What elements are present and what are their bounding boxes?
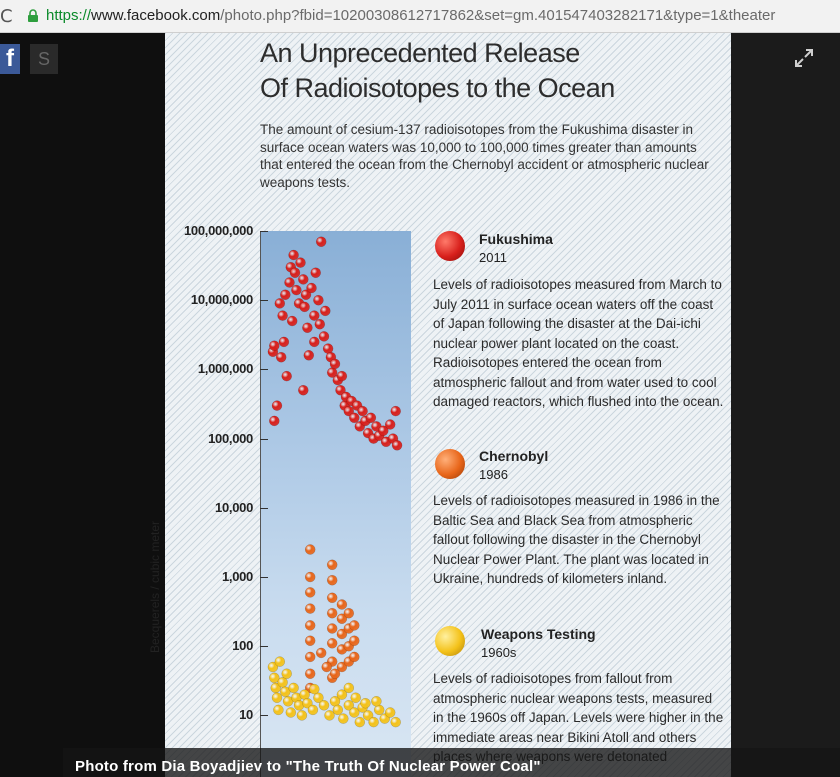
data-point-fukushima bbox=[298, 385, 308, 395]
data-point-fukushima bbox=[385, 420, 395, 430]
url-scheme: https:// bbox=[46, 7, 92, 24]
data-point-chernobyl bbox=[305, 572, 315, 582]
data-point-chernobyl bbox=[330, 669, 340, 679]
data-point-fukushima bbox=[320, 306, 330, 316]
legend-desc-weapons: Levels of radioisotopes from fallout from atmospheric nuclear weapons tests, measured in the 1960s off Japan. Levels were higher in the immediate areas near Bikini Atoll and others bbox=[433, 671, 724, 745]
data-point-fukushima bbox=[311, 268, 321, 278]
data-point-chernobyl bbox=[337, 600, 347, 610]
data-point-fukushima bbox=[296, 258, 306, 268]
y-tick-label: 10 bbox=[239, 707, 253, 723]
data-point-fukushima bbox=[287, 316, 297, 326]
y-axis-label: Becquerels / cubic meter bbox=[148, 520, 162, 653]
y-tick-label: 1,000,000 bbox=[197, 361, 253, 377]
data-point-fukushima bbox=[276, 352, 286, 362]
data-point-fukushima bbox=[279, 337, 289, 347]
legend-year-fukushima: 2011 bbox=[479, 250, 507, 265]
data-point-weapons bbox=[309, 684, 319, 694]
data-point-chernobyl bbox=[305, 604, 315, 614]
legend-dot-chernobyl bbox=[435, 449, 465, 479]
data-point-weapons bbox=[319, 700, 329, 710]
intro-paragraph: The amount of cesium-137 radioisotopes from the Fukushima disaster in surface ocean waters was 10,000 to 100,000 times greater than amounts that entered the ocean from the Chernobyl accident or atmospheric nuclear weapons tests. bbox=[260, 122, 709, 190]
data-point-fukushima bbox=[269, 416, 279, 426]
y-tick-label: 1,000 bbox=[221, 569, 253, 584]
legend-title-chernobyl: Chernobyl bbox=[479, 448, 549, 464]
data-point-fukushima bbox=[290, 268, 300, 278]
data-point-fukushima bbox=[309, 337, 319, 347]
data-point-weapons bbox=[286, 708, 296, 718]
legend-title-fukushima: Fukushima bbox=[479, 231, 553, 247]
title-line-2: Of Radioisotopes to the Ocean bbox=[260, 73, 615, 103]
right-backdrop bbox=[731, 33, 840, 777]
data-point-fukushima bbox=[272, 401, 282, 411]
lock-icon bbox=[26, 9, 40, 23]
data-point-weapons bbox=[360, 698, 370, 708]
legend-desc-chernobyl: Levels of radioisotopes measured in 1986 in the Baltic Sea and Black Sea from atmospheric fallout following the disaster in the Chernobyl Nuclear Power Plant. The plant was located in Ukraine, hundreds of kilometers inland. bbox=[433, 493, 720, 586]
data-point-fukushima bbox=[309, 311, 319, 321]
data-point-chernobyl bbox=[349, 652, 359, 662]
data-point-weapons bbox=[308, 705, 318, 715]
photo-caption[interactable]: Photo from Dia Boyadjiev to "The Truth Of Nuclear Power Coal" bbox=[75, 758, 541, 775]
data-point-fukushima bbox=[391, 406, 401, 416]
data-point-fukushima bbox=[269, 341, 279, 351]
data-point-weapons bbox=[371, 696, 381, 706]
legend-dot-weapons bbox=[435, 626, 465, 656]
legend-title-weapons: Weapons Testing bbox=[481, 626, 596, 642]
data-point-weapons bbox=[272, 693, 282, 703]
data-point-weapons bbox=[355, 717, 365, 727]
fullscreen-expand-icon[interactable] bbox=[792, 46, 816, 70]
photo-infographic bbox=[148, 33, 731, 777]
data-point-fukushima bbox=[315, 319, 325, 329]
y-tick-label: 100,000 bbox=[208, 430, 253, 446]
data-point-fukushima bbox=[330, 359, 340, 369]
data-point-weapons bbox=[275, 657, 285, 667]
data-point-weapons bbox=[289, 683, 299, 693]
data-point-chernobyl bbox=[327, 560, 337, 570]
data-point-chernobyl bbox=[305, 669, 315, 679]
data-point-fukushima bbox=[275, 298, 285, 308]
data-point-fukushima bbox=[313, 295, 323, 305]
data-point-fukushima bbox=[291, 285, 301, 295]
data-point-chernobyl bbox=[344, 608, 354, 618]
data-point-weapons bbox=[273, 705, 283, 715]
facebook-search-button[interactable]: S bbox=[30, 44, 58, 74]
data-point-fukushima bbox=[302, 323, 312, 333]
url-host: www.facebook.com bbox=[91, 7, 221, 24]
data-point-weapons bbox=[391, 717, 401, 727]
data-point-fukushima bbox=[307, 283, 317, 293]
data-point-weapons bbox=[282, 669, 292, 679]
legend-year-weapons: 1960s bbox=[481, 645, 517, 660]
legend-dot-fukushima bbox=[435, 231, 465, 261]
data-point-chernobyl bbox=[305, 636, 315, 646]
data-point-weapons bbox=[333, 705, 343, 715]
data-point-chernobyl bbox=[349, 620, 359, 630]
y-tick-label: 100 bbox=[232, 638, 253, 654]
title-line-1: An Unprecedented Release bbox=[260, 38, 580, 68]
data-point-weapons bbox=[297, 710, 307, 720]
legend-desc-fukushima: Levels of radioisotopes measured from March to July 2011 in surface ocean waters off the coast of Japan following the disaster at the Dai-ichi nuclear power plant located on the coast. Radioisotopes entered the ocean from atmospheric fallout and from water used to cool damaged reactors, which flushed into the ocean. bbox=[433, 277, 724, 409]
legend-year-chernobyl: 1986 bbox=[479, 467, 508, 482]
data-point-chernobyl bbox=[316, 648, 326, 658]
data-point-fukushima bbox=[319, 331, 329, 341]
data-point-chernobyl bbox=[305, 620, 315, 630]
data-point-chernobyl bbox=[327, 608, 337, 618]
data-point-chernobyl bbox=[305, 587, 315, 597]
data-point-fukushima bbox=[278, 311, 288, 321]
data-point-fukushima bbox=[280, 290, 290, 300]
data-point-fukushima bbox=[316, 237, 326, 247]
data-point-weapons bbox=[385, 708, 395, 718]
left-backdrop bbox=[0, 33, 165, 777]
data-point-fukushima bbox=[304, 350, 314, 360]
data-point-weapons bbox=[338, 714, 348, 724]
reload-icon[interactable]: C bbox=[0, 6, 13, 27]
data-point-fukushima bbox=[298, 274, 308, 284]
data-point-weapons bbox=[351, 693, 361, 703]
data-point-weapons bbox=[337, 690, 347, 700]
y-tick-label: 10,000,000 bbox=[190, 292, 253, 308]
data-point-chernobyl bbox=[327, 624, 337, 634]
data-point-fukushima bbox=[349, 413, 359, 423]
y-tick-label: 10,000 bbox=[215, 499, 253, 515]
data-point-chernobyl bbox=[327, 593, 337, 603]
data-point-fukushima bbox=[366, 413, 376, 423]
data-point-fukushima bbox=[392, 440, 402, 450]
data-point-weapons bbox=[369, 717, 379, 727]
url-path: /photo.php?fbid=10200308612717862&set=gm.401547403282171&type=1&theater bbox=[220, 7, 776, 24]
data-point-fukushima bbox=[289, 250, 299, 260]
browser-url-bar bbox=[0, 0, 840, 33]
data-point-fukushima bbox=[358, 406, 368, 416]
data-point-fukushima bbox=[300, 302, 310, 312]
data-point-fukushima bbox=[285, 278, 295, 288]
data-point-chernobyl bbox=[305, 652, 315, 662]
data-point-chernobyl bbox=[305, 545, 315, 555]
facebook-logo-icon[interactable]: f bbox=[0, 44, 20, 74]
data-point-chernobyl bbox=[327, 638, 337, 648]
address-field[interactable] bbox=[46, 7, 775, 24]
y-tick-label: 100,000,000 bbox=[184, 223, 253, 238]
data-point-chernobyl bbox=[349, 636, 359, 646]
data-point-fukushima bbox=[337, 371, 347, 381]
data-point-fukushima bbox=[282, 371, 292, 381]
data-point-chernobyl bbox=[327, 575, 337, 585]
data-point-chernobyl bbox=[322, 662, 332, 672]
